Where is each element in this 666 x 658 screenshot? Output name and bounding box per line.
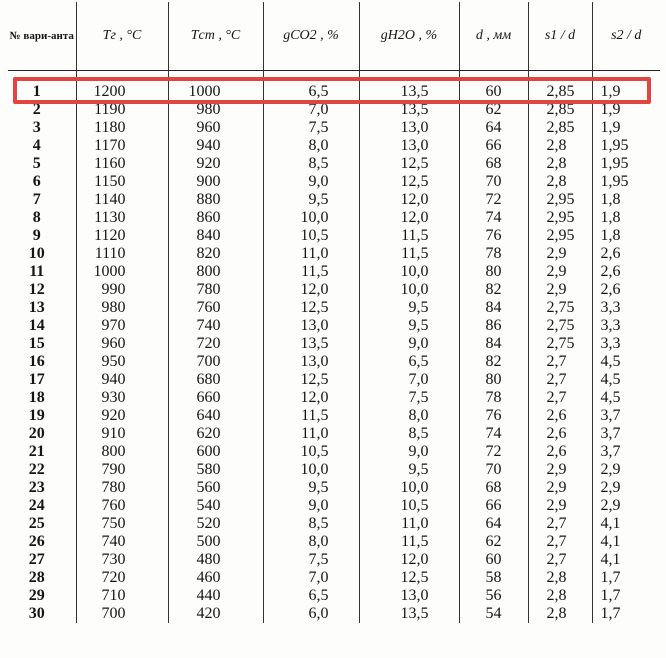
header-gas-temperature: Tг , °C: [76, 2, 168, 71]
cell-gas-temperature: 970: [76, 317, 168, 335]
cell-variant-number: 17: [28, 371, 45, 388]
cell-variant-number: 4: [32, 137, 41, 154]
cell-s2-ratio: 1,95: [592, 155, 660, 173]
cell-wall-temperature: 800: [168, 263, 263, 281]
cell-diameter: 62: [459, 533, 528, 551]
cell-s2-ratio: 1,9: [592, 101, 660, 119]
cell-co2-fraction: 8,5: [263, 155, 359, 173]
cell-wall-temperature: 460: [168, 569, 263, 587]
table-row: [8, 209, 660, 227]
table-row: [8, 281, 660, 299]
cell-s2-ratio: 2,9: [592, 479, 660, 497]
cell-s2-ratio: 3,3: [592, 299, 660, 317]
cell-co2-fraction: 9,5: [263, 191, 359, 209]
cell-s2-ratio: 2,6: [592, 245, 660, 263]
cell-co2-fraction: 11,5: [263, 407, 359, 425]
cell-co2-fraction: 12,0: [263, 281, 359, 299]
cell-s1-ratio: 2,9: [528, 281, 592, 299]
table-row: [8, 353, 660, 371]
cell-co2-fraction: 6,5: [263, 71, 359, 102]
cell-gas-temperature: 800: [76, 443, 168, 461]
cell-s1-ratio: 2,95: [528, 191, 592, 209]
cell-co2-fraction: 6,5: [263, 587, 359, 605]
cell-gas-temperature: 790: [76, 461, 168, 479]
table-row: [8, 299, 660, 317]
cell-gas-temperature: 960: [76, 335, 168, 353]
cell-gas-temperature: 980: [76, 299, 168, 317]
cell-co2-fraction: 10,5: [263, 227, 359, 245]
cell-variant-number: 11: [29, 263, 45, 280]
cell-gas-temperature: 700: [76, 605, 168, 623]
cell-h2o-fraction: 12,0: [359, 191, 459, 209]
cell-wall-temperature: 440: [168, 587, 263, 605]
cell-wall-temperature: 720: [168, 335, 263, 353]
table-row: [8, 389, 660, 407]
cell-wall-temperature: 1000: [168, 71, 263, 102]
cell-diameter: 76: [459, 407, 528, 425]
cell-s2-ratio: 4,1: [592, 551, 660, 569]
cell-gas-temperature: 920: [76, 407, 168, 425]
cell-h2o-fraction: 13,0: [359, 119, 459, 137]
cell-s1-ratio: 2,9: [528, 461, 592, 479]
cell-wall-temperature: 980: [168, 101, 263, 119]
cell-co2-fraction: 12,5: [263, 299, 359, 317]
cell-diameter: 66: [459, 137, 528, 155]
cell-s1-ratio: 2,75: [528, 299, 592, 317]
cell-wall-temperature: 920: [168, 155, 263, 173]
cell-diameter: 54: [459, 605, 528, 623]
cell-variant-number: 16: [28, 353, 45, 370]
cell-wall-temperature: 480: [168, 551, 263, 569]
cell-s2-ratio: 3,7: [592, 425, 660, 443]
cell-s2-ratio: 1,7: [592, 605, 660, 623]
table-row: [8, 533, 660, 551]
table-row: [8, 173, 660, 191]
cell-s2-ratio: 1,9: [592, 71, 660, 102]
cell-s2-ratio: 1,7: [592, 569, 660, 587]
cell-gas-temperature: 1150: [76, 173, 168, 191]
cell-co2-fraction: 9,5: [263, 479, 359, 497]
header-diameter: d , мм: [459, 2, 528, 71]
cell-s1-ratio: 2,8: [528, 155, 592, 173]
cell-h2o-fraction: 12,5: [359, 173, 459, 191]
cell-wall-temperature: 700: [168, 353, 263, 371]
cell-wall-temperature: 620: [168, 425, 263, 443]
cell-diameter: 86: [459, 317, 528, 335]
cell-wall-temperature: 420: [168, 605, 263, 623]
cell-variant-number: 15: [28, 335, 45, 352]
cell-gas-temperature: 720: [76, 569, 168, 587]
cell-diameter: 70: [459, 461, 528, 479]
cell-s2-ratio: 4,1: [592, 515, 660, 533]
cell-co2-fraction: 13,5: [263, 335, 359, 353]
cell-wall-temperature: 680: [168, 371, 263, 389]
table-row: [8, 371, 660, 389]
table-row: [8, 137, 660, 155]
cell-variant-number: 26: [28, 533, 45, 550]
cell-s2-ratio: 1,8: [592, 209, 660, 227]
cell-h2o-fraction: 10,0: [359, 281, 459, 299]
cell-wall-temperature: 640: [168, 407, 263, 425]
cell-wall-temperature: 520: [168, 515, 263, 533]
cell-h2o-fraction: 9,0: [359, 443, 459, 461]
cell-gas-temperature: 740: [76, 533, 168, 551]
cell-co2-fraction: 13,0: [263, 317, 359, 335]
cell-variant-number: 23: [28, 479, 45, 496]
cell-s1-ratio: 2,85: [528, 71, 592, 102]
cell-diameter: 80: [459, 371, 528, 389]
cell-s1-ratio: 2,6: [528, 443, 592, 461]
cell-wall-temperature: 780: [168, 281, 263, 299]
header-variant-number-text: № вари-анта: [9, 30, 74, 42]
table-row: [8, 551, 660, 569]
cell-s2-ratio: 1,8: [592, 191, 660, 209]
cell-h2o-fraction: 12,0: [359, 551, 459, 569]
table-row: [8, 119, 660, 137]
cell-co2-fraction: 10,5: [263, 443, 359, 461]
cell-co2-fraction: 8,0: [263, 137, 359, 155]
cell-s1-ratio: 2,85: [528, 119, 592, 137]
cell-s1-ratio: 2,85: [528, 101, 592, 119]
cell-gas-temperature: 1120: [76, 227, 168, 245]
cell-gas-temperature: 940: [76, 371, 168, 389]
table-row: [8, 479, 660, 497]
table-row: [8, 155, 660, 173]
cell-s1-ratio: 2,7: [528, 551, 592, 569]
cell-s1-ratio: 2,9: [528, 479, 592, 497]
cell-s1-ratio: 2,7: [528, 389, 592, 407]
table-row: [8, 569, 660, 587]
cell-s2-ratio: 2,6: [592, 281, 660, 299]
cell-diameter: 70: [459, 173, 528, 191]
cell-diameter: 74: [459, 209, 528, 227]
cell-h2o-fraction: 8,0: [359, 407, 459, 425]
table-row: [8, 497, 660, 515]
cell-s1-ratio: 2,9: [528, 497, 592, 515]
cell-co2-fraction: 13,0: [263, 353, 359, 371]
header-s2-ratio: s2 / d: [592, 2, 660, 71]
cell-gas-temperature: 750: [76, 515, 168, 533]
cell-co2-fraction: 7,5: [263, 551, 359, 569]
cell-co2-fraction: 9,0: [263, 497, 359, 515]
cell-diameter: 82: [459, 353, 528, 371]
cell-s1-ratio: 2,8: [528, 587, 592, 605]
cell-diameter: 58: [459, 569, 528, 587]
cell-h2o-fraction: 11,0: [359, 515, 459, 533]
cell-s1-ratio: 2,7: [528, 371, 592, 389]
cell-diameter: 66: [459, 497, 528, 515]
cell-h2o-fraction: 9,5: [359, 461, 459, 479]
cell-h2o-fraction: 13,5: [359, 605, 459, 623]
cell-diameter: 78: [459, 245, 528, 263]
cell-h2o-fraction: 8,5: [359, 425, 459, 443]
cell-wall-temperature: 660: [168, 389, 263, 407]
cell-wall-temperature: 600: [168, 443, 263, 461]
cell-s1-ratio: 2,95: [528, 227, 592, 245]
cell-h2o-fraction: 6,5: [359, 353, 459, 371]
table-body: [8, 71, 660, 624]
cell-variant-number: 24: [28, 497, 45, 514]
table-row: [8, 71, 660, 102]
cell-gas-temperature: 1180: [76, 119, 168, 137]
cell-h2o-fraction: 11,5: [359, 533, 459, 551]
cell-gas-temperature: 1170: [76, 137, 168, 155]
cell-s1-ratio: 2,9: [528, 263, 592, 281]
cell-diameter: 60: [459, 551, 528, 569]
table-row: [8, 605, 660, 623]
cell-co2-fraction: 9,0: [263, 173, 359, 191]
cell-s1-ratio: 2,6: [528, 407, 592, 425]
cell-co2-fraction: 7,0: [263, 569, 359, 587]
cell-gas-temperature: 1160: [76, 155, 168, 173]
cell-gas-temperature: 930: [76, 389, 168, 407]
cell-h2o-fraction: 7,0: [359, 371, 459, 389]
cell-gas-temperature: 1190: [76, 101, 168, 119]
cell-wall-temperature: 500: [168, 533, 263, 551]
cell-co2-fraction: 7,5: [263, 119, 359, 137]
header-wall-temperature: Tст , °C: [168, 2, 263, 71]
cell-diameter: 64: [459, 515, 528, 533]
cell-s2-ratio: 2,9: [592, 461, 660, 479]
cell-diameter: 72: [459, 443, 528, 461]
cell-variant-number: 27: [28, 551, 45, 568]
cell-s1-ratio: 2,7: [528, 515, 592, 533]
cell-wall-temperature: 860: [168, 209, 263, 227]
cell-s1-ratio: 2,7: [528, 533, 592, 551]
cell-s2-ratio: 4,1: [592, 533, 660, 551]
cell-co2-fraction: 11,0: [263, 425, 359, 443]
cell-s1-ratio: 2,8: [528, 569, 592, 587]
cell-s2-ratio: 2,9: [592, 497, 660, 515]
cell-variant-number: 20: [28, 425, 45, 442]
table-row: [8, 263, 660, 281]
cell-co2-fraction: 11,5: [263, 263, 359, 281]
cell-variant-number: 3: [32, 119, 41, 136]
cell-diameter: 80: [459, 263, 528, 281]
table-row: [8, 227, 660, 245]
table-row: [8, 245, 660, 263]
cell-co2-fraction: 10,0: [263, 461, 359, 479]
cell-s2-ratio: 3,3: [592, 317, 660, 335]
cell-co2-fraction: 10,0: [263, 209, 359, 227]
cell-s2-ratio: 1,7: [592, 587, 660, 605]
cell-h2o-fraction: 13,0: [359, 137, 459, 155]
cell-wall-temperature: 960: [168, 119, 263, 137]
cell-variant-number: 22: [28, 461, 45, 478]
cell-s2-ratio: 4,5: [592, 371, 660, 389]
cell-wall-temperature: 880: [168, 191, 263, 209]
cell-variant-number: 10: [28, 245, 45, 262]
table-row: [8, 191, 660, 209]
cell-variant-number: 9: [32, 227, 41, 244]
cell-co2-fraction: 6,0: [263, 605, 359, 623]
cell-variant-number: 14: [28, 317, 45, 334]
cell-s2-ratio: 1,9: [592, 119, 660, 137]
cell-variant-number: 18: [28, 389, 45, 406]
cell-s1-ratio: 2,75: [528, 317, 592, 335]
cell-s1-ratio: 2,8: [528, 137, 592, 155]
cell-s1-ratio: 2,9: [528, 245, 592, 263]
cell-diameter: 84: [459, 299, 528, 317]
cell-wall-temperature: 560: [168, 479, 263, 497]
header-h2o-fraction: gH2O , %: [359, 2, 459, 71]
cell-diameter: 78: [459, 389, 528, 407]
cell-h2o-fraction: 10,5: [359, 497, 459, 515]
cell-s2-ratio: 2,6: [592, 263, 660, 281]
cell-variant-number: 6: [32, 173, 41, 190]
cell-diameter: 68: [459, 155, 528, 173]
cell-gas-temperature: 1200: [76, 71, 168, 102]
cell-wall-temperature: 760: [168, 299, 263, 317]
cell-h2o-fraction: 7,5: [359, 389, 459, 407]
cell-h2o-fraction: 12,5: [359, 155, 459, 173]
cell-variant-number: 21: [28, 443, 45, 460]
cell-s2-ratio: 3,3: [592, 335, 660, 353]
cell-h2o-fraction: 9,5: [359, 317, 459, 335]
cell-gas-temperature: 950: [76, 353, 168, 371]
cell-h2o-fraction: 9,5: [359, 299, 459, 317]
cell-s2-ratio: 3,7: [592, 407, 660, 425]
cell-wall-temperature: 900: [168, 173, 263, 191]
cell-diameter: 56: [459, 587, 528, 605]
cell-s1-ratio: 2,8: [528, 605, 592, 623]
cell-co2-fraction: 7,0: [263, 101, 359, 119]
cell-h2o-fraction: 12,0: [359, 209, 459, 227]
table-row: [8, 425, 660, 443]
cell-co2-fraction: 8,5: [263, 515, 359, 533]
cell-co2-fraction: 12,5: [263, 371, 359, 389]
cell-h2o-fraction: 10,0: [359, 263, 459, 281]
cell-h2o-fraction: 11,5: [359, 227, 459, 245]
cell-diameter: 84: [459, 335, 528, 353]
cell-gas-temperature: 990: [76, 281, 168, 299]
table-row: [8, 317, 660, 335]
cell-wall-temperature: 740: [168, 317, 263, 335]
cell-co2-fraction: 8,0: [263, 533, 359, 551]
cell-wall-temperature: 540: [168, 497, 263, 515]
header-row: [8, 2, 660, 71]
cell-h2o-fraction: 12,5: [359, 569, 459, 587]
cell-s2-ratio: 3,7: [592, 443, 660, 461]
cell-co2-fraction: 11,0: [263, 245, 359, 263]
cell-diameter: 74: [459, 425, 528, 443]
cell-s2-ratio: 1,95: [592, 173, 660, 191]
cell-h2o-fraction: 10,0: [359, 479, 459, 497]
table-row: [8, 443, 660, 461]
cell-gas-temperature: 780: [76, 479, 168, 497]
cell-variant-number: 7: [32, 191, 41, 208]
cell-diameter: 64: [459, 119, 528, 137]
cell-wall-temperature: 580: [168, 461, 263, 479]
cell-h2o-fraction: 9,0: [359, 335, 459, 353]
cell-s2-ratio: 4,5: [592, 353, 660, 371]
cell-variant-number: 25: [28, 515, 45, 532]
cell-gas-temperature: 1140: [76, 191, 168, 209]
cell-s1-ratio: 2,8: [528, 173, 592, 191]
cell-gas-temperature: 1110: [76, 245, 168, 263]
cell-diameter: 76: [459, 227, 528, 245]
table-row: [8, 461, 660, 479]
cell-s1-ratio: 2,7: [528, 353, 592, 371]
table-row: [8, 335, 660, 353]
cell-diameter: 68: [459, 479, 528, 497]
table-row: [8, 101, 660, 119]
cell-gas-temperature: 910: [76, 425, 168, 443]
cell-variant-number: 1: [32, 83, 41, 100]
header-co2-fraction: gCO2 , %: [263, 2, 359, 71]
cell-variant-number: 8: [32, 209, 41, 226]
cell-variant-number: 2: [32, 101, 41, 118]
table-row: [8, 587, 660, 605]
cell-gas-temperature: 760: [76, 497, 168, 515]
cell-variant-number: 28: [28, 569, 45, 586]
cell-co2-fraction: 12,0: [263, 389, 359, 407]
cell-gas-temperature: 710: [76, 587, 168, 605]
cell-h2o-fraction: 13,5: [359, 71, 459, 102]
cell-variant-number: 30: [28, 605, 45, 622]
cell-diameter: 82: [459, 281, 528, 299]
cell-variant-number: 5: [32, 155, 41, 172]
cell-gas-temperature: 1000: [76, 263, 168, 281]
cell-variant-number: 12: [28, 281, 45, 298]
variants-table: [8, 2, 660, 623]
cell-wall-temperature: 820: [168, 245, 263, 263]
table-row: [8, 515, 660, 533]
cell-h2o-fraction: 11,5: [359, 245, 459, 263]
cell-s2-ratio: 1,8: [592, 227, 660, 245]
cell-diameter: 60: [459, 71, 528, 102]
cell-variant-number: 19: [28, 407, 45, 424]
cell-wall-temperature: 840: [168, 227, 263, 245]
cell-diameter: 62: [459, 101, 528, 119]
table-row: [8, 407, 660, 425]
cell-s1-ratio: 2,75: [528, 335, 592, 353]
cell-variant-number: 29: [28, 587, 45, 604]
cell-variant-number: 13: [28, 299, 45, 316]
cell-wall-temperature: 940: [168, 137, 263, 155]
cell-s1-ratio: 2,95: [528, 209, 592, 227]
cell-h2o-fraction: 13,5: [359, 101, 459, 119]
cell-s2-ratio: 1,95: [592, 137, 660, 155]
header-variant-number: [8, 2, 76, 71]
cell-h2o-fraction: 13,0: [359, 587, 459, 605]
cell-s2-ratio: 4,5: [592, 389, 660, 407]
cell-s1-ratio: 2,6: [528, 425, 592, 443]
cell-diameter: 72: [459, 191, 528, 209]
cell-gas-temperature: 730: [76, 551, 168, 569]
header-s1-ratio: s1 / d: [528, 2, 592, 71]
cell-gas-temperature: 1130: [76, 209, 168, 227]
